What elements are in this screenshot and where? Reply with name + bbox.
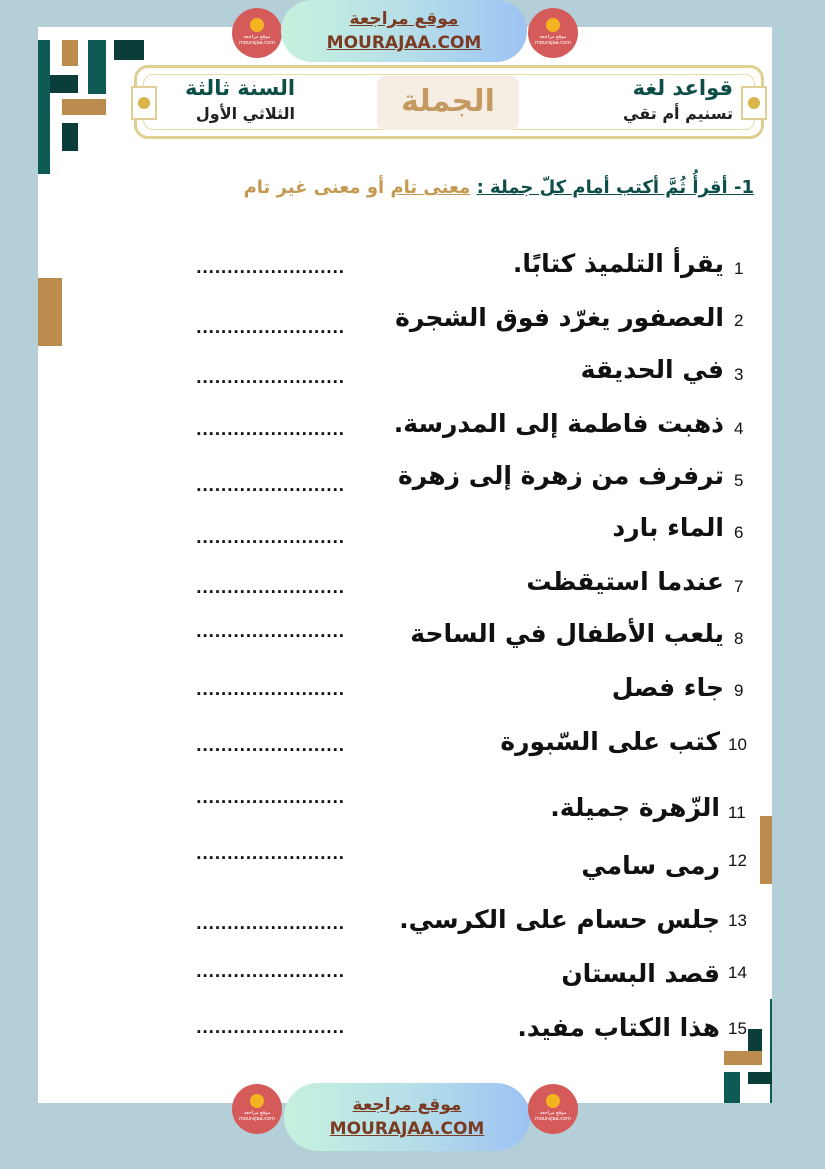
answer-blank[interactable]: ........................ (196, 579, 345, 597)
banner-arabic: موقع مراجعة (349, 9, 459, 29)
sentence-item (38, 619, 772, 659)
answer-blank[interactable]: ........................ (196, 529, 345, 547)
item-sentence: الزّهرة جميلة. (550, 793, 720, 822)
exercise-instruction (244, 177, 754, 198)
answer-blank[interactable]: ........................ (196, 737, 345, 755)
decor-block (62, 123, 78, 151)
item-number: 7 (734, 577, 744, 596)
item-number: 15 (728, 1019, 747, 1038)
item-number: 11 (728, 803, 746, 822)
header-subject-block (623, 74, 733, 126)
author-label: تسنيم أم تقي (623, 104, 733, 123)
answer-blank[interactable]: ........................ (196, 369, 345, 387)
book-logo-icon (546, 18, 560, 32)
item-sentence: العصفور يغرّد فوق الشجرة (395, 303, 724, 332)
badge-text-en: mourajaa.com (238, 1116, 275, 1122)
sentence-item (38, 513, 772, 553)
item-sentence: جاء فصل (611, 673, 724, 702)
book-logo-icon (546, 1094, 560, 1108)
item-sentence: ترفرف من زهرة إلى زهرة (397, 461, 724, 490)
answer-blank[interactable]: ........................ (196, 477, 345, 495)
decor-block (62, 40, 78, 66)
sentence-item (38, 673, 772, 713)
badge-text-en: mourajaa.com (238, 40, 275, 46)
header-frame (134, 65, 764, 139)
book-logo-icon (250, 1094, 264, 1108)
decor-block (88, 40, 106, 94)
site-badge-right (528, 8, 578, 58)
lesson-title: الجملة (377, 76, 519, 130)
banner-english: MOURAJAA.COM (326, 33, 482, 53)
item-number: 13 (728, 911, 747, 930)
grade-label: السنة ثالثة (185, 76, 296, 100)
badge-text-ar: موقع مراجعة (243, 1110, 271, 1116)
answer-blank[interactable]: ........................ (196, 421, 345, 439)
sentence-item (38, 1013, 772, 1053)
badge-text-ar: موقع مراجعة (539, 1110, 567, 1116)
sentence-item (38, 847, 772, 887)
sentence-item (38, 461, 772, 501)
answer-blank[interactable]: ........................ (196, 789, 345, 807)
sentence-item (38, 249, 772, 289)
instruction-or: أو (366, 177, 385, 198)
header-ornament-right (741, 86, 767, 120)
banner-english: MOURAJAA.COM (329, 1119, 485, 1139)
site-banner-top[interactable] (281, 0, 527, 62)
term-label: الثلاثي الأول (195, 104, 296, 123)
sentence-item (38, 959, 772, 999)
item-sentence: في الحديقة (580, 355, 724, 384)
decor-block (114, 40, 144, 60)
site-badge-right (528, 1084, 578, 1134)
item-number: 8 (734, 629, 744, 648)
item-number: 12 (728, 851, 747, 870)
site-badge-left (232, 1084, 282, 1134)
sentence-item (38, 905, 772, 945)
answer-blank[interactable]: ........................ (196, 1019, 345, 1037)
instruction-prefix: 1- أقرأُ ثُمَّ أكتب أمام كلّ جملة : (476, 177, 754, 198)
answer-blank[interactable]: ........................ (196, 963, 345, 981)
sentence-item (38, 303, 772, 343)
header-grade-block (185, 74, 295, 126)
answer-blank[interactable]: ........................ (196, 319, 345, 337)
item-sentence: قصد البستان (561, 959, 720, 988)
item-number: 5 (734, 471, 744, 490)
banner-arabic: موقع مراجعة (352, 1095, 462, 1115)
item-sentence: كتب على السّبورة (500, 727, 720, 756)
item-sentence: رمى سامي (581, 851, 720, 880)
header-ornament-left (131, 86, 157, 120)
item-sentence: الماء بارد (612, 513, 724, 542)
decor-block (38, 40, 50, 174)
sentence-item (38, 727, 772, 767)
item-number: 1 (734, 259, 744, 278)
item-sentence: يلعب الأطفال في الساحة (410, 619, 724, 648)
item-sentence: هذا الكتاب مفيد. (517, 1013, 720, 1042)
badge-text-ar: موقع مراجعة (539, 34, 567, 40)
option-incomplete-meaning: معنى غير تام (243, 177, 361, 198)
answer-blank[interactable]: ........................ (196, 845, 345, 863)
badge-text-en: mourajaa.com (534, 1116, 571, 1122)
decor-block (748, 1072, 772, 1084)
item-sentence: جلس حسام على الكرسي. (399, 905, 720, 934)
sentence-item (38, 567, 772, 607)
book-logo-icon (250, 18, 264, 32)
answer-blank[interactable]: ........................ (196, 915, 345, 933)
decor-block (50, 75, 78, 93)
badge-text-ar: موقع مراجعة (243, 34, 271, 40)
site-banner-bottom[interactable] (284, 1083, 530, 1151)
decor-block (62, 99, 106, 115)
decor-block (724, 1051, 762, 1065)
badge-text-en: mourajaa.com (534, 40, 571, 46)
item-number: 2 (734, 311, 744, 330)
sentence-item (38, 789, 772, 833)
decor-block (724, 1072, 740, 1103)
item-number: 4 (734, 419, 744, 438)
sentence-item (38, 409, 772, 449)
answer-blank[interactable]: ........................ (196, 623, 345, 641)
item-number: 10 (728, 735, 747, 754)
option-complete-meaning: معنى تام (390, 177, 471, 198)
worksheet-page (38, 27, 772, 1103)
item-number: 9 (734, 681, 744, 700)
sentence-item (38, 355, 772, 395)
item-number: 6 (734, 523, 744, 542)
subject-label: قواعد لغة (632, 76, 733, 100)
answer-blank[interactable]: ........................ (196, 681, 345, 699)
item-number: 14 (728, 963, 747, 982)
item-sentence: يقرأ التلميذ كتابًا. (512, 249, 724, 278)
item-number: 3 (734, 365, 744, 384)
answer-blank[interactable]: ........................ (196, 259, 345, 277)
site-badge-left (232, 8, 282, 58)
item-sentence: عندما استيقظت (526, 567, 724, 596)
item-sentence: ذهبت فاطمة إلى المدرسة. (393, 409, 724, 438)
